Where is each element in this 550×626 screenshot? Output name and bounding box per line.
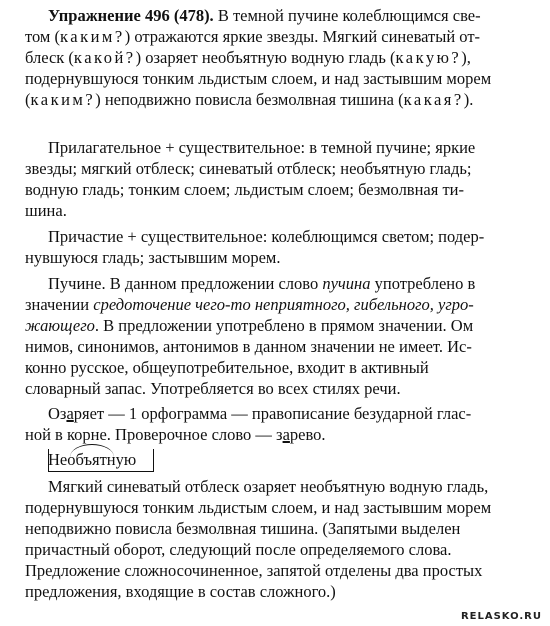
para4-line-1: [48, 404, 471, 424]
para1-line-4: шина.: [25, 201, 67, 220]
para5-line-4: причастный оборот, следующий после определяемого слова.: [25, 540, 452, 559]
parsed-word: Необъятную: [48, 450, 137, 469]
text-fragment: . В предложении употреблено в прямом значении. Ом: [94, 316, 474, 335]
para5-line-6: предложения, входящие в состав сложного.): [25, 582, 336, 601]
question-word: какая?: [403, 90, 464, 109]
underlined-letter: а: [66, 404, 74, 423]
exercise-line-1: [48, 6, 481, 26]
para3-line-2: [25, 295, 474, 315]
question-word: каким?: [30, 90, 96, 109]
text-fragment: ),: [461, 48, 471, 67]
text-fragment: рево.: [289, 425, 326, 444]
italic-word: пучина: [322, 274, 371, 293]
para5-line-5: Предложение сложносочиненное, запятой отделены два простых: [25, 561, 483, 580]
text-fragment: Оз: [48, 404, 67, 423]
text-fragment: том (: [25, 27, 60, 46]
exercise-text: В темной пучине колеблющимся све-: [217, 6, 481, 25]
exercise-line-2: [25, 27, 480, 47]
italic-definition: средоточение чего-то неприятного, гибельного, угро-: [93, 295, 474, 314]
para2-line-1: Причастие + существительное: колеблющимся светом; подер-: [48, 227, 485, 246]
text-fragment: значении: [25, 295, 94, 314]
para3-line-5: конно русское, общеупотребительное, входит в активный: [25, 358, 429, 377]
text-fragment: ).: [463, 90, 474, 109]
para5-line-2: подернувшуюся тонким льдистым слоем, и над застывшим морем: [25, 498, 492, 517]
para3-line-4: нимов, синонимов, антонимов в данном значении не имеет. Ис-: [25, 337, 472, 356]
text-fragment: Пучине. В данном предложении слово: [48, 274, 323, 293]
italic-definition: жающего: [25, 316, 95, 335]
para3-line-3: [25, 316, 473, 336]
text-fragment: блеск (: [25, 48, 74, 67]
para2-line-2: нувшуюся гладь; застывшим морем.: [25, 248, 281, 267]
text-fragment: (: [25, 90, 31, 109]
text-fragment: ) озаряет необъятную водную гладь (: [135, 48, 396, 67]
text-fragment: ) отражаются яркие звезды. Мягкий синеватый от-: [124, 27, 481, 46]
site-watermark: RELASKO.RU: [460, 611, 542, 622]
para1-line-3: водную гладь; тонким слоем; льдистым слоем; безмолвная ти-: [25, 180, 465, 199]
para4-line-2: [25, 425, 326, 445]
question-word: каким?: [60, 27, 125, 46]
underlined-letter: а: [282, 425, 290, 444]
para3-line-6: словарный запас. Употребляется во всех стилях речи.: [25, 379, 401, 398]
exercise-heading: Упражнение 496 (478).: [48, 6, 214, 25]
text-fragment: ной в корне. Проверочное слово — з: [25, 425, 283, 444]
para1-line-1: Прилагательное + существительное: в темной пучине; яркие: [48, 138, 476, 157]
text-fragment: подернувшуюся тонким льдистым слоем, и над застывшим морем: [25, 69, 492, 88]
para1-line-2: звезды; мягкий отблеск; синеватый отблеск; необъятную гладь;: [25, 159, 472, 178]
question-word: какой?: [73, 48, 136, 67]
exercise-line-5: [25, 90, 473, 110]
text-fragment: употреблено в: [370, 274, 476, 293]
exercise-line-4: [25, 69, 491, 89]
exercise-line-3: [25, 48, 471, 68]
para5-line-1: Мягкий синеватый отблеск озаряет необъятную водную гладь,: [48, 477, 489, 496]
text-fragment: ) неподвижно повисла безмолвная тишина (: [95, 90, 404, 109]
para5-line-3: неподвижно повисла безмолвная тишина. (Запятыми выделен: [25, 519, 461, 538]
para3-line-1: [48, 274, 475, 294]
text-fragment: ряет — 1 орфограмма — правописание безударной глас-: [73, 404, 472, 423]
question-word: какую?: [395, 48, 462, 67]
